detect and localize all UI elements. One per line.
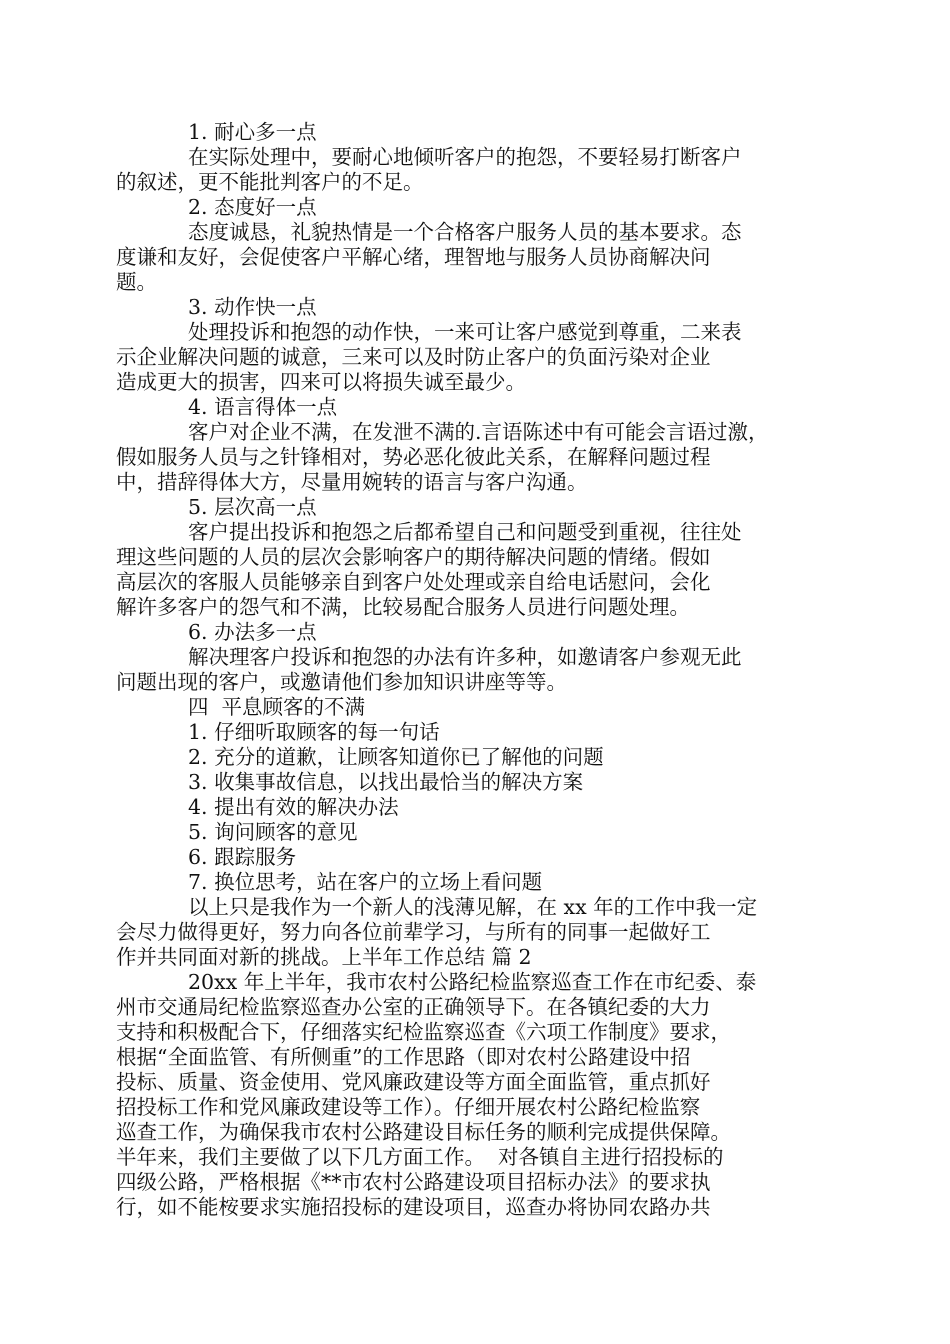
text-line: 示企业解决问题的诚意，三来可以及时防止客户的负面污染对企业 — [116, 345, 711, 369]
text-line: 6. 办法多一点 — [188, 620, 317, 644]
text-line: 州市交通局纪检监察巡查办公室的正确领导下。在各镇纪委的大力 — [116, 995, 711, 1019]
text-line: 题。 — [116, 270, 157, 294]
text-line: 假如服务人员与之针锋相对，势必恶化彼此关系，在解释问题过程 — [116, 445, 711, 469]
text-line: 客户对企业不满，在发泄不满的.言语陈述中有可能会言语过激， — [188, 420, 769, 444]
text-line: 投标、质量、资金使用、党风廉政建设等方面全面监管，重点抓好 — [116, 1070, 711, 1094]
text-line: 2. 态度好一点 — [188, 195, 317, 219]
text-line: 问题出现的客户，或邀请他们参加知识讲座等等。 — [116, 670, 567, 694]
text-line: 处理投诉和抱怨的动作快，一来可让客户感觉到尊重，二来表 — [188, 320, 742, 344]
text-line: 20xx 年上半年，我市农村公路纪检监察巡查工作在市纪委、泰 — [188, 970, 757, 994]
text-line: 的叙述，更不能批判客户的不足。 — [116, 170, 424, 194]
text-line: 高层次的客服人员能够亲自到客户处处理或亲自给电话慰问，会化 — [116, 570, 711, 594]
text-line: 7. 换位思考，站在客户的立场上看问题 — [188, 870, 543, 894]
text-line: 态度诚恳，礼貌热情是一个合格客户服务人员的基本要求。态 — [188, 220, 742, 244]
text-line: 4. 语言得体一点 — [188, 395, 338, 419]
text-line: 3. 收集事故信息，以找出最恰当的解决方案 — [188, 770, 584, 794]
text-line: 理这些问题的人员的层次会影响客户的期待解决问题的情绪。假如 — [116, 545, 711, 569]
text-line: 在实际处理中，要耐心地倾听客户的抱怨，不要轻易打断客户 — [188, 145, 742, 169]
text-line: 3. 动作快一点 — [188, 295, 317, 319]
text-line: 四 平息顾客的不满 — [188, 695, 366, 719]
text-line: 以上只是我作为一个新人的浅薄见解，在 xx 年的工作中我一定 — [188, 895, 758, 919]
text-line: 度谦和友好，会促使客户平解心绪，理智地与服务人员协商解决问 — [116, 245, 711, 269]
text-line: 造成更大的损害，四来可以将损失诚至最少。 — [116, 370, 526, 394]
text-line: 四级公路，严格根据《**市农村公路建设项目招标办法》的要求执 — [116, 1170, 711, 1194]
text-line: 1. 耐心多一点 — [188, 120, 317, 144]
text-line: 根据“全面监管、有所侧重”的工作思路（即对农村公路建设中招 — [116, 1045, 691, 1069]
text-line: 支持和积极配合下，仔细落实纪检监察巡查《六项工作制度》要求， — [116, 1020, 731, 1044]
text-line: 6. 跟踪服务 — [188, 845, 297, 869]
document-body — [116, 120, 834, 1220]
text-line: 会尽力做得更好，努力向各位前辈学习，与所有的同事一起做好工 — [116, 920, 711, 944]
text-line: 作并共同面对新的挑战。上半年工作总结 篇 2 — [116, 945, 532, 969]
text-line: 5. 询问顾客的意见 — [188, 820, 358, 844]
text-line: 行，如不能桉要求实施招投标的建设项目，巡查办将协同农路办共 — [116, 1195, 711, 1219]
text-line: 5. 层次高一点 — [188, 495, 317, 519]
text-line: 中，措辞得体大方，尽量用婉转的语言与客户沟通。 — [116, 470, 588, 494]
text-line: 巡查工作，为确保我市农村公路建设目标任务的顺利完成提供保障。 — [116, 1120, 731, 1144]
text-line: 解许多客户的怨气和不满，比较易配合服务人员进行问题处理。 — [116, 595, 690, 619]
text-line: 半年来，我们主要做了以下几方面工作。 对各镇自主进行招投标的 — [116, 1145, 724, 1169]
text-line: 解决理客户投诉和抱怨的办法有许多种，如邀请客户参观无此 — [188, 645, 742, 669]
text-line: 客户提出投诉和抱怨之后都希望自己和问题受到重视，往往处 — [188, 520, 742, 544]
text-line: 招投标工作和党风廉政建设等工作）。仔细开展农村公路纪检监察 — [116, 1095, 701, 1119]
text-line: 4. 提出有效的解决办法 — [188, 795, 399, 819]
text-line: 1. 仔细听取顾客的每一句话 — [188, 720, 440, 744]
text-line: 2. 充分的道歉，让顾客知道你已了解他的问题 — [188, 745, 604, 769]
